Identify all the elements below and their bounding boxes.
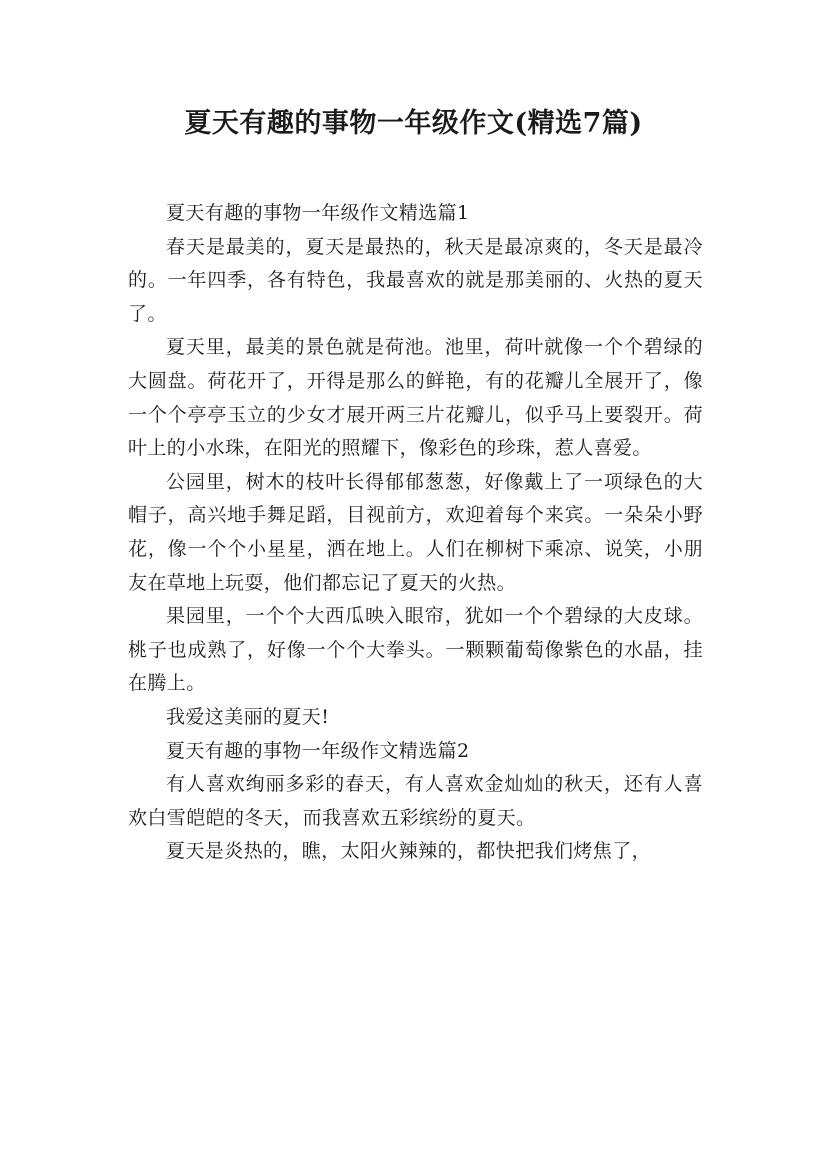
paragraph: 果园里，一个个大西瓜映入眼帘，犹如一个个碧绿的大皮球。桃子也成熟了，好像一个个大拳头。一颗颗葡萄像紫色的水晶，挂在腾上。: [128, 605, 703, 695]
paragraph: 公园里，树木的枝叶长得郁郁葱葱，好像戴上了一项绿色的大帽子，高兴地手舞足蹈，目视前方，欢迎着每个来宾。一朵朵小野花，像一个个小星星，洒在地上。人们在柳树下乘凉、说笑，小朋友在草地上玩耍，他们都忘记了夏天的火热。: [128, 470, 703, 594]
paragraph: 我爱这美丽的夏天!: [166, 705, 330, 728]
section-heading: 夏天有趣的事物一年级作文精选篇2: [166, 739, 470, 762]
paragraph: 夏天是炎热的，瞧，太阳火辣辣的，都快把我们烤焦了，: [166, 840, 652, 863]
document-title: 夏天有趣的事物一年级作文(精选7篇): [184, 108, 643, 139]
paragraph: 春天是最美的，夏天是最热的，秋天是最凉爽的，冬天是最冷的。一年四季，各有特色，我最喜欢的就是那美丽的、火热的夏天了。: [128, 235, 703, 325]
paragraph: 有人喜欢绚丽多彩的春天，有人喜欢金灿灿的秋天，还有人喜欢白雪皑皑的冬天，而我喜欢五彩缤纷的夏天。: [128, 773, 703, 829]
section-heading: 夏天有趣的事物一年级作文精选篇1: [166, 202, 470, 224]
paragraph: 夏天里，最美的景色就是荷池。池里，荷叶就像一个个碧绿的大圆盘。荷花开了，开得是那么的鲜艳，有的花瓣儿全展开了，像一个个亭亭玉立的少女才展开两三片花瓣儿，似乎马上要裂开。荷叶上的小水珠，在阳光的照耀下，像彩色的珍珠，惹人喜爱。: [128, 336, 703, 460]
document-body: [128, 197, 703, 869]
